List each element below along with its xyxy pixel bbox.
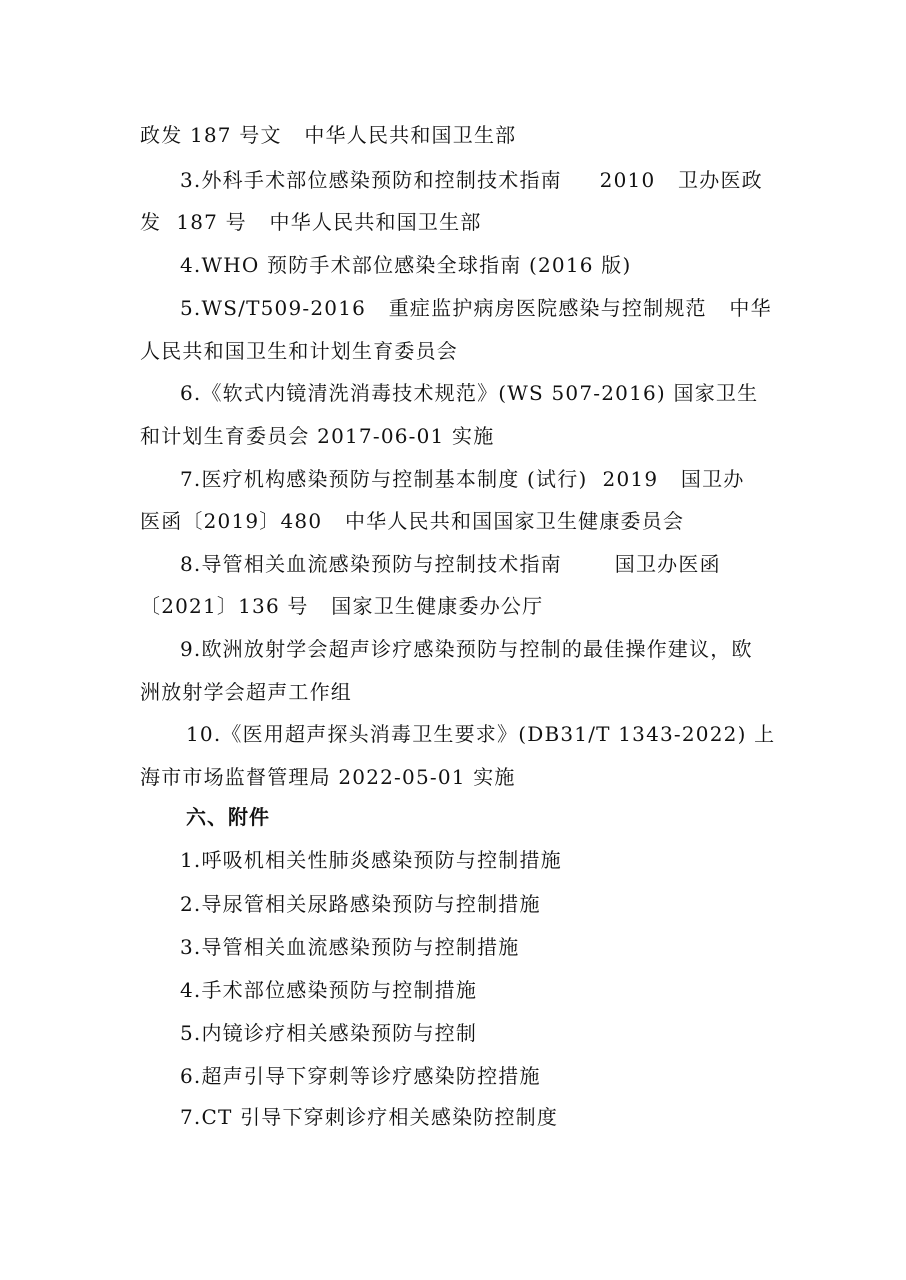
reference-item-6-line-2: 和计划生育委员会 2017-06-01 实施	[140, 424, 495, 448]
reference-item-4: 4.WHO 预防手术部位感染全球指南 (2016 版)	[180, 253, 632, 277]
attachment-item-1: 1.呼吸机相关性肺炎感染预防与控制措施	[180, 848, 562, 872]
reference-item-5-line-1: 5.WS/T509-2016 重症监护病房医院感染与控制规范 中华	[180, 296, 772, 320]
reference-item-5-line-2: 人民共和国卫生和计划生育委员会	[140, 339, 458, 363]
attachment-item-6: 6.超声引导下穿刺等诊疗感染防控措施	[180, 1064, 541, 1088]
reference-item-6-line-1: 6.《软式内镜清洗消毒技术规范》(WS 507-2016) 国家卫生	[180, 381, 759, 405]
reference-item-10-line-2: 海市市场监督管理局 2022-05-01 实施	[140, 765, 516, 789]
attachment-item-7: 7.CT 引导下穿刺诊疗相关感染防控制度	[180, 1105, 559, 1129]
reference-item-8-line-2: 〔2021〕136 号 国家卫生健康委办公厅	[140, 594, 544, 618]
attachment-item-2: 2.导尿管相关尿路感染预防与控制措施	[180, 892, 541, 916]
reference-item-2-continuation: 政发 187 号文 中华人民共和国卫生部	[140, 123, 517, 147]
reference-item-7-line-1: 7.医疗机构感染预防与控制基本制度 (试行) 2019 国卫办	[180, 467, 745, 491]
reference-item-9-line-1: 9.欧洲放射学会超声诊疗感染预防与控制的最佳操作建议，欧	[180, 637, 753, 661]
attachment-item-4: 4.手术部位感染预防与控制措施	[180, 978, 478, 1002]
attachment-item-5: 5.内镜诊疗相关感染预防与控制	[180, 1021, 478, 1045]
attachment-item-3: 3.导管相关血流感染预防与控制措施	[180, 935, 520, 959]
reference-item-3-line-1: 3.外科手术部位感染预防和控制技术指南 2010 卫办医政	[180, 168, 763, 192]
reference-item-10-line-1: 10.《医用超声探头消毒卫生要求》(DB31/T 1343-2022) 上	[186, 722, 776, 746]
reference-item-8-line-1: 8.导管相关血流感染预防与控制技术指南 国卫办医函	[180, 552, 721, 576]
reference-item-3-line-2: 发 187 号 中华人民共和国卫生部	[140, 210, 482, 234]
reference-item-9-line-2: 洲放射学会超声工作组	[140, 680, 352, 704]
attachments-heading: 六、附件	[186, 805, 270, 829]
reference-item-7-line-2: 医函〔2019〕480 中华人民共和国国家卫生健康委员会	[140, 509, 685, 533]
